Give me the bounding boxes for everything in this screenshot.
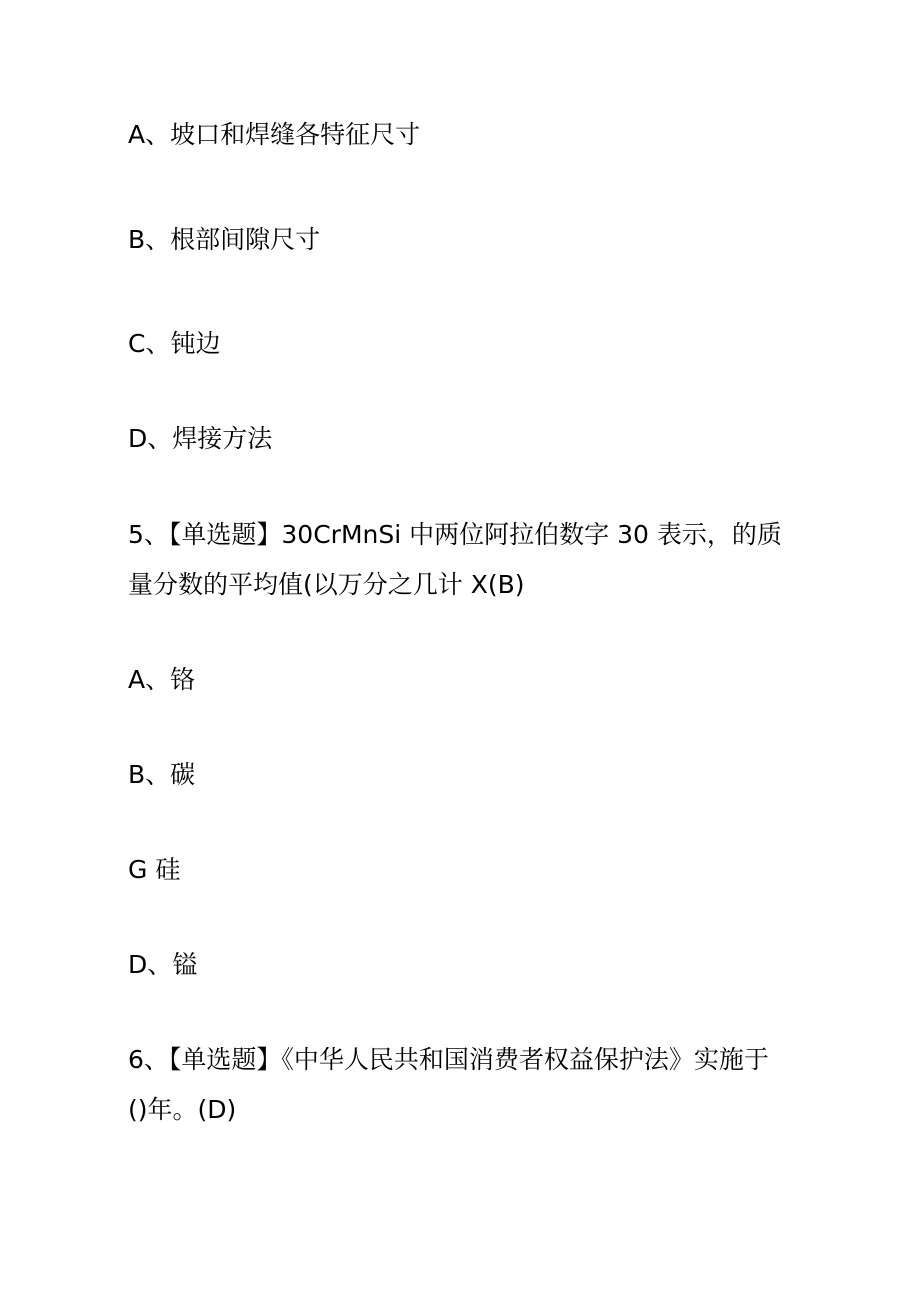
q4-option-a: A、坡口和焊缝各特征尺寸 [128, 120, 421, 149]
q5-stem-line-2: 量分数的平均值(以万分之几计 X(B) [128, 570, 525, 599]
q5-stem-line-1: 5、【单选题】30CrMnSi 中两位阿拉伯数字 30 表示，的质 [128, 520, 782, 549]
q5-option-c: G 硅 [128, 855, 181, 884]
q5-option-a: A、铬 [128, 665, 196, 694]
q5-option-d: D、镒 [128, 950, 198, 979]
q6-stem-line-1: 6、【单选题】《中华人民共和国消费者权益保护法》实施于 [128, 1045, 769, 1074]
q4-option-d: D、焊接方法 [128, 424, 273, 453]
q5-option-b: B、碳 [128, 760, 196, 789]
q6-stem-line-2: ()年。(D) [128, 1095, 237, 1124]
q4-option-c: C、钝边 [128, 329, 221, 358]
q4-option-b: B、根部间隙尺寸 [128, 225, 321, 254]
